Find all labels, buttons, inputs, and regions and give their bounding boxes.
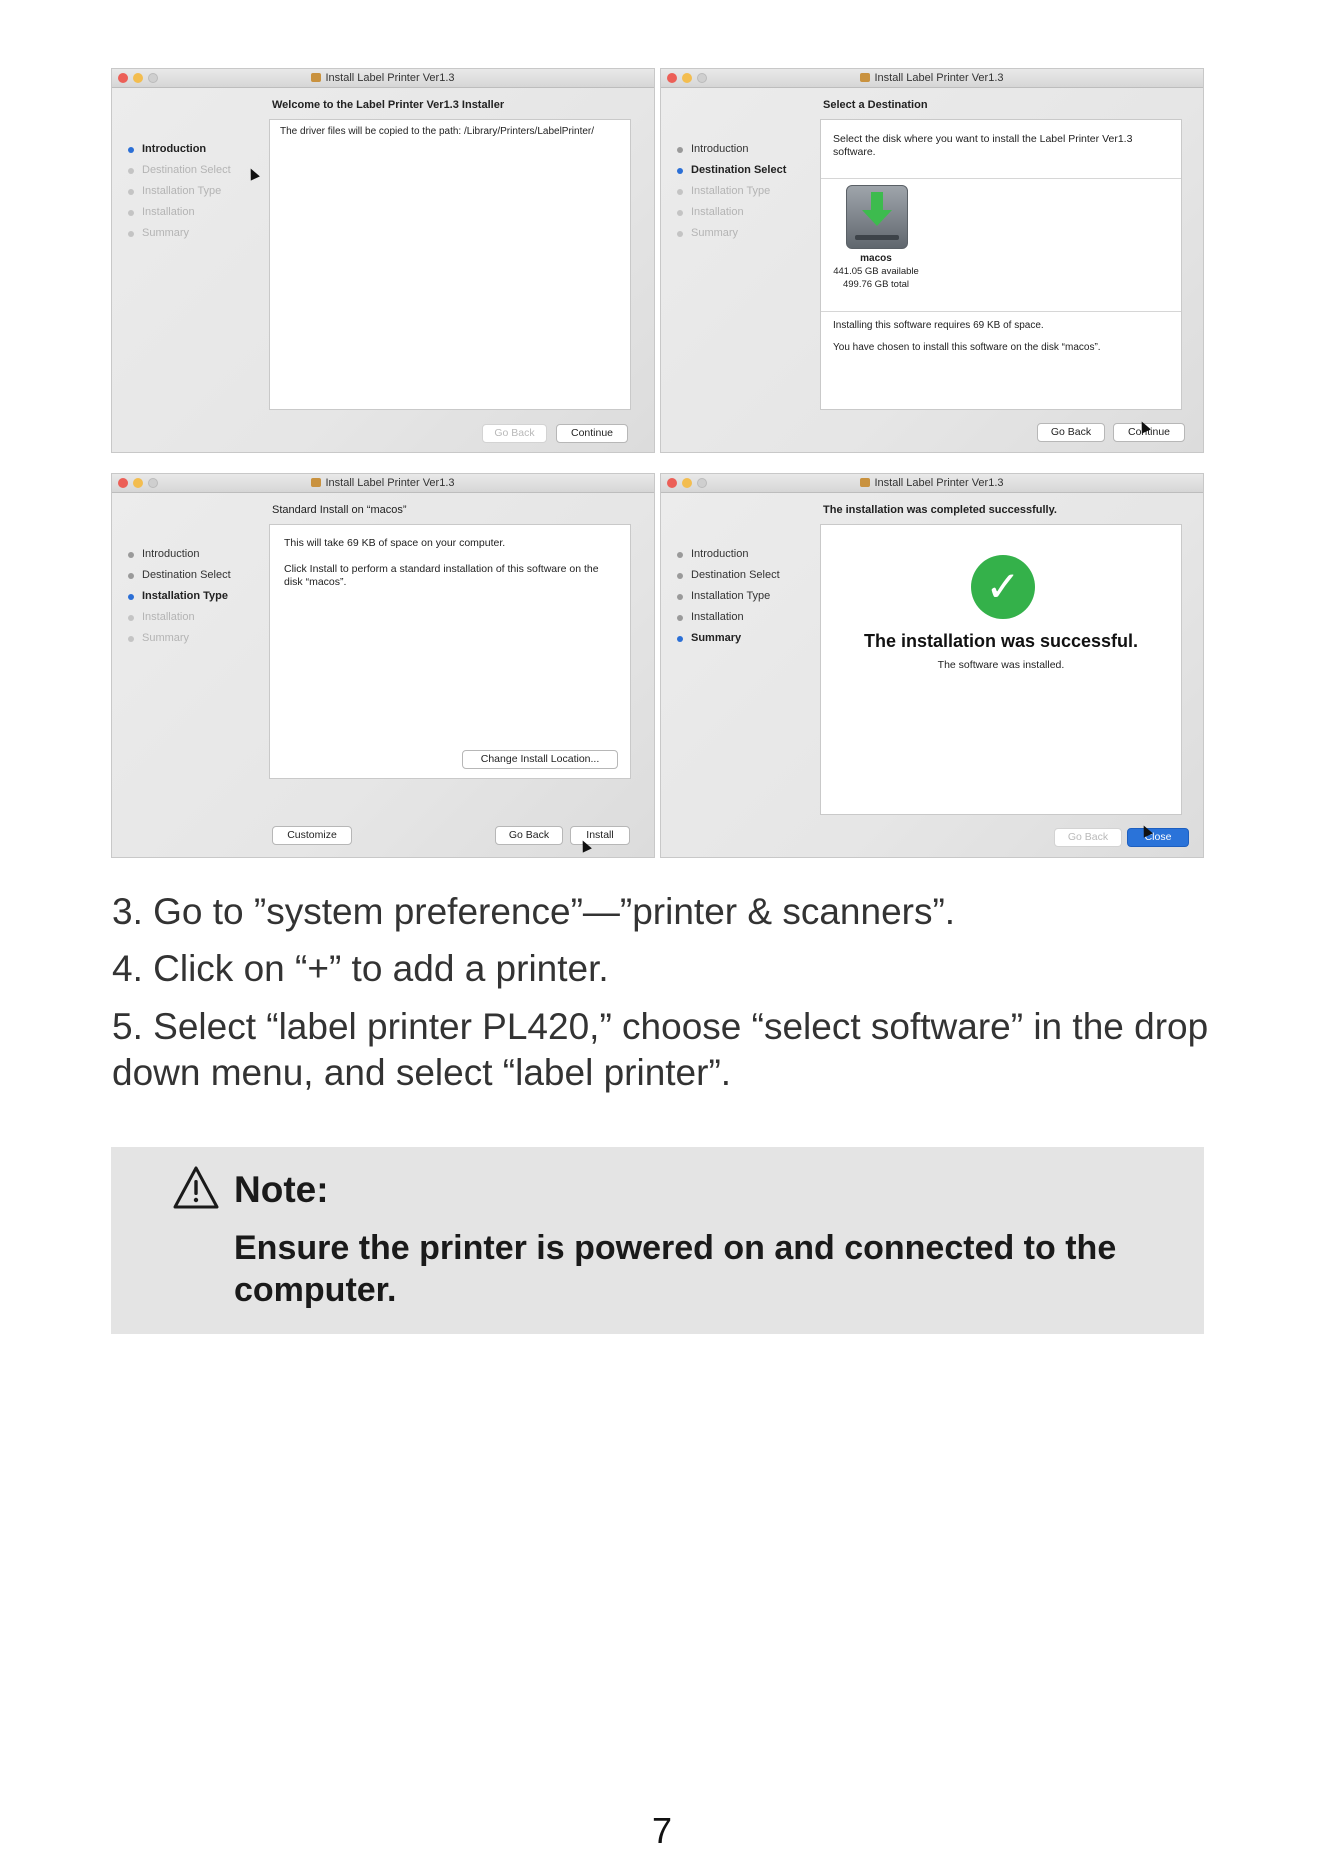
pane-heading: Welcome to the Label Printer Ver1.3 Installer: [272, 99, 505, 111]
step-5-text: 5. Select “label printer PL420,” choose “select software” in the drop down menu, and select “label printer”.: [112, 1006, 1209, 1093]
content-panel: [269, 119, 631, 410]
step-sidebar: [677, 139, 786, 244]
zoom-light-icon[interactable]: [697, 73, 707, 83]
minimize-light-icon[interactable]: [682, 73, 692, 83]
step-destination-select: Destination Select: [128, 160, 231, 181]
step-3-text: 3. Go to ”system preference”—”printer & scanners”.: [112, 891, 956, 932]
installer-window-installation-type: [111, 473, 655, 858]
package-icon: [311, 478, 321, 487]
go-back-button[interactable]: Go Back: [1037, 423, 1105, 442]
step-introduction: Introduction: [128, 139, 231, 160]
success-title: The installation was successful.: [863, 631, 1139, 651]
disk-name: macos: [860, 253, 892, 264]
package-icon: [860, 478, 870, 487]
minimize-light-icon[interactable]: [133, 478, 143, 488]
window-title: Install Label Printer Ver1.3: [874, 72, 1004, 84]
note-box: [111, 1147, 1204, 1334]
disk-total: 499.76 GB total: [842, 279, 910, 290]
step-summary: Summary: [677, 223, 786, 244]
step-sidebar: [128, 544, 231, 649]
pane-heading: Standard Install on “macos”: [272, 504, 407, 516]
installer-window-introduction: [111, 68, 655, 453]
go-back-button[interactable]: Go Back: [482, 424, 547, 443]
space-text: This will take 69 KB of space on your computer.: [284, 537, 506, 549]
package-icon: [311, 73, 321, 82]
title-bar: [112, 69, 654, 88]
installer-window-summary: [660, 473, 1204, 858]
title-bar: [661, 474, 1203, 493]
step-sidebar: [677, 544, 780, 649]
installer-screenshots: [111, 68, 1205, 859]
success-subtitle: The software was installed.: [937, 659, 1065, 671]
pane-heading: The installation was completed successfully.: [823, 504, 1057, 516]
package-icon: [860, 73, 870, 82]
content-panel: [269, 524, 631, 779]
warning-icon: [172, 1165, 220, 1211]
step-installation-type: Installation Type: [128, 586, 231, 607]
step-installation: Installation: [677, 607, 780, 628]
zoom-light-icon[interactable]: [697, 478, 707, 488]
note-title: Note:: [234, 1169, 329, 1210]
change-install-location-button[interactable]: Change Install Location...: [462, 750, 618, 769]
go-back-button[interactable]: Go Back: [495, 826, 563, 845]
step-4-text: 4. Click on “+” to add a printer.: [112, 948, 609, 989]
step-destination-select: Destination Select: [677, 160, 786, 181]
success-check-icon: ✓: [971, 555, 1035, 619]
install-instruction: Click Install to perform a standard installation of this software on the disk “macos”.: [284, 563, 599, 588]
close-light-icon[interactable]: [118, 478, 128, 488]
title-bar: [661, 69, 1203, 88]
step-installation-type: Installation Type: [677, 181, 786, 202]
step-summary: Summary: [128, 628, 231, 649]
page-number: 7: [651, 1810, 673, 1851]
disk-available: 441.05 GB available: [833, 266, 919, 277]
step-summary: Summary: [128, 223, 231, 244]
step-introduction: Introduction: [677, 139, 786, 160]
go-back-button[interactable]: Go Back: [1054, 828, 1122, 847]
title-bar: [112, 474, 654, 493]
driver-path-text: The driver files will be copied to the path: /Library/Printers/LabelPrinter/: [280, 126, 595, 137]
close-light-icon[interactable]: [667, 478, 677, 488]
divider: [821, 311, 1181, 312]
minimize-light-icon[interactable]: [682, 478, 692, 488]
step-installation: Installation: [128, 607, 231, 628]
step-introduction: Introduction: [128, 544, 231, 565]
space-required-text: Installing this software requires 69 KB of space.: [833, 320, 1044, 331]
window-title: Install Label Printer Ver1.3: [874, 477, 1004, 489]
close-light-icon[interactable]: [667, 73, 677, 83]
mouse-cursor-icon: [246, 166, 260, 180]
chosen-disk-text: You have chosen to install this software on the disk “macos”.: [833, 342, 1101, 353]
content-panel: [820, 119, 1182, 410]
continue-button[interactable]: Continue: [1113, 423, 1185, 442]
zoom-light-icon[interactable]: [148, 478, 158, 488]
step-destination-select: Destination Select: [677, 565, 780, 586]
note-body: Ensure the printer is powered on and connected to the computer.: [234, 1229, 1117, 1309]
step-installation-type: Installation Type: [128, 181, 231, 202]
content-panel: [820, 524, 1182, 815]
zoom-light-icon[interactable]: [148, 73, 158, 83]
step-sidebar: [128, 139, 231, 244]
minimize-light-icon[interactable]: [133, 73, 143, 83]
step-summary: Summary: [677, 628, 780, 649]
step-installation-type: Installation Type: [677, 586, 780, 607]
divider: [821, 178, 1181, 179]
pane-heading: Select a Destination: [823, 99, 928, 111]
window-title: Install Label Printer Ver1.3: [325, 72, 455, 84]
step-installation: Installation: [128, 202, 231, 223]
step-destination-select: Destination Select: [128, 565, 231, 586]
close-button[interactable]: Close: [1127, 828, 1189, 847]
continue-button[interactable]: Continue: [556, 424, 628, 443]
step-introduction: Introduction: [677, 544, 780, 565]
disk-drive-icon[interactable]: [846, 185, 908, 249]
close-light-icon[interactable]: [118, 73, 128, 83]
customize-button[interactable]: Customize: [272, 826, 352, 845]
step-installation: Installation: [677, 202, 786, 223]
installer-window-destination: [660, 68, 1204, 453]
destination-prompt: Select the disk where you want to install the Label Printer Ver1.3 software.: [833, 133, 1133, 158]
window-title: Install Label Printer Ver1.3: [325, 477, 455, 489]
install-button[interactable]: Install: [570, 826, 630, 845]
